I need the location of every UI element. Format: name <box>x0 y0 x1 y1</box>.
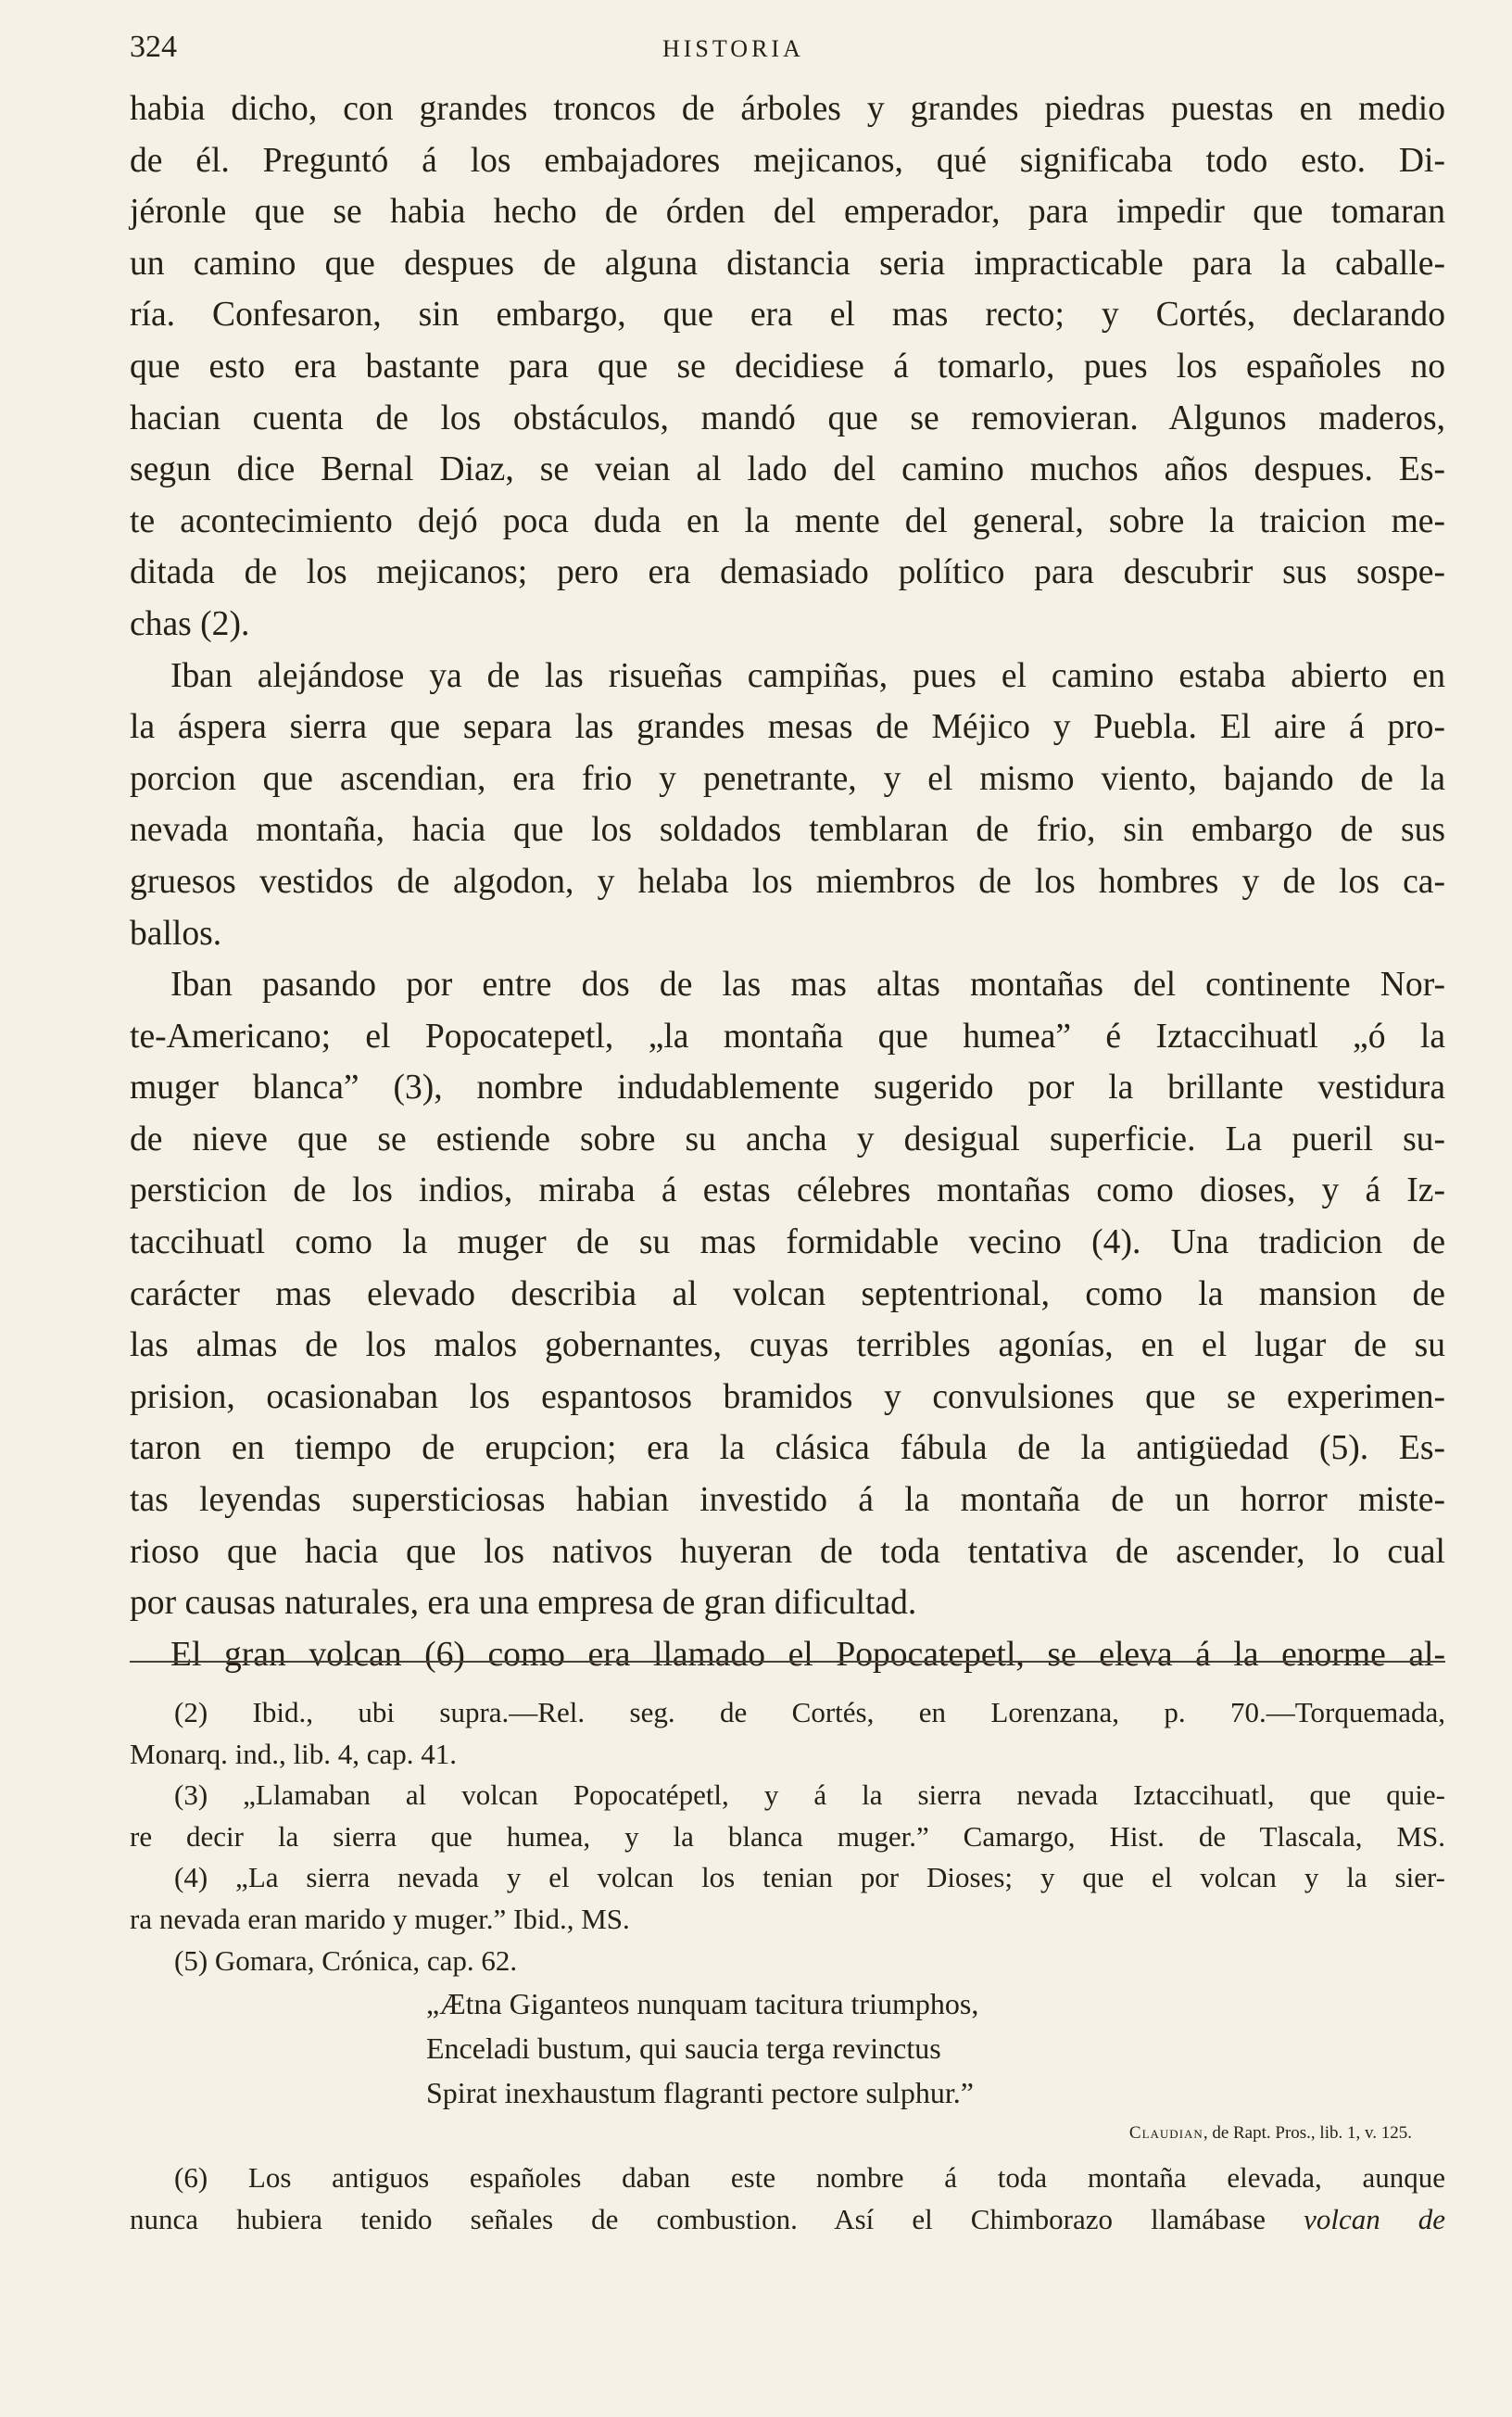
footnote-line: (6) Los antiguos españoles daban este nombre á toda montaña elevada, aunque <box>174 2161 1445 2195</box>
text-line: habia dicho, con grandes troncos de árboles y grandes piedras puestas en medio <box>130 90 1445 128</box>
footnote-line: re decir la sierra que humea, y la blanca muger.” Camargo, Hist. de Tlascala, MS. <box>130 1819 1445 1853</box>
text-line: jéronle que se habia hecho de órden del emperador, para impedir que tomaran <box>130 193 1445 232</box>
text-line: muger blanca” (3), nombre indudablemente sugerido por la brillante vestidura <box>130 1069 1445 1107</box>
verse-line: „Ætna Giganteos nunquam tacitura triumphos, <box>426 1987 979 2021</box>
attribution-author: Claudian <box>1128 2123 1203 2144</box>
text-line: taron en tiempo de erupcion; era la clásica fábula de la antigüedad (5). Es- <box>130 1429 1445 1468</box>
page-header <box>130 30 1445 76</box>
text-line: te-Americano; el Popocatepetl, „la montaña que humea” é Iztaccihuatl „ó la <box>130 1017 1445 1056</box>
footnotes <box>130 1692 1445 2240</box>
footnote-text: nunca hubiera tenido señales de combustion. Así el Chimborazo llamábase <box>130 2202 1266 2235</box>
attribution-source: , de Rapt. Pros., lib. 1, v. 125. <box>1203 2123 1412 2144</box>
text-line: chas (2). <box>130 604 250 643</box>
text-line: rioso que hacia que los nativos huyeran de toda tentativa de ascender, lo cual <box>130 1532 1445 1571</box>
paragraph-start: Iban pasando por entre dos de las mas altas montañas del continente Nor- <box>170 966 1445 1005</box>
text-line: prision, ocasionaban los espantosos bramidos y convulsiones que se experimen- <box>130 1377 1445 1416</box>
footnote-italic: volcan de <box>1304 2202 1446 2235</box>
text-line: ballos. <box>130 914 222 953</box>
text-line: hacian cuenta de los obstáculos, mandó que se removieran. Algunos maderos, <box>130 399 1445 437</box>
text-line: taccihuatl como la muger de su mas formidable vecino (4). Una tradicion de <box>130 1223 1445 1262</box>
text-line: gruesos vestidos de algodon, y helaba los miembros de los hombres y de los ca- <box>130 862 1445 901</box>
text-line: por causas naturales, era una empresa de gran dificultad. <box>130 1584 917 1623</box>
text-line: la áspera sierra que separa las grandes mesas de Méjico y Puebla. El aire á pro- <box>130 708 1445 747</box>
text-line: de él. Preguntó á los embajadores mejicanos, qué significaba todo esto. Di- <box>130 141 1445 180</box>
text-line: carácter mas elevado describia al volcan septentrional, como la mansion de <box>130 1274 1445 1313</box>
text-line: nevada montaña, hacia que los soldados temblaran de frio, sin embargo de sus <box>130 811 1445 850</box>
text-line: ría. Confesaron, sin embargo, que era el mas recto; y Cortés, declarando <box>130 296 1445 335</box>
verse-attribution <box>130 2115 1445 2152</box>
footnote-divider <box>130 1661 1445 1663</box>
text-line: ditada de los mejicanos; pero era demasiado político para descubrir sus sospe- <box>130 553 1445 592</box>
text-line: las almas de los malos gobernantes, cuyas terribles agonías, en el lugar de su <box>130 1326 1445 1365</box>
text-line: tas leyendas supersticiosas habian investido á la montaña de un horror miste- <box>130 1481 1445 1520</box>
footnote-line: (3) „Llamaban al volcan Popocatépetl, y á la sierra nevada Iztaccihuatl, que quie- <box>174 1778 1445 1812</box>
footnote-line: (4) „La sierra nevada y el volcan los tenian por Dioses; y que el volcan y la sier- <box>174 1861 1445 1894</box>
text-line: de nieve que se estiende sobre su ancha y desigual superficie. La pueril su- <box>130 1120 1445 1158</box>
main-text <box>130 83 1445 1680</box>
footnote-line: (5) Gomara, Crónica, cap. 62. <box>174 1943 518 1977</box>
footnote-line: (2) Ibid., ubi supra.—Rel. seg. de Cortés, en Lorenzana, p. 70.—Torquemada, <box>174 1696 1445 1728</box>
text-line: te acontecimiento dejó poca duda en la mente del general, sobre la traicion me- <box>130 501 1445 540</box>
footnote-line: ra nevada eran marido y muger.” Ibid., MS. <box>130 1902 630 1935</box>
running-title: HISTORIA <box>662 35 804 62</box>
paragraph-start: El gran volcan (6) como era llamado el Popocatepetl, se eleva á la enorme al- <box>170 1635 1445 1674</box>
footnote-line: Monarq. ind., lib. 4, cap. 41. <box>130 1737 458 1770</box>
verse-line: Enceladi bustum, qui saucia terga revinctus <box>426 2031 941 2066</box>
text-line: persticion de los indios, miraba á estas célebres montañas como dioses, y á Iz- <box>130 1171 1445 1210</box>
paragraph-start: Iban alejándose ya de las risueñas campiñas, pues el camino estaba abierto en <box>170 656 1445 695</box>
text-line: segun dice Bernal Diaz, se veian al lado del camino muchos años despues. Es- <box>130 450 1445 489</box>
text-line: un camino que despues de alguna distancia seria impracticable para la caballe- <box>130 244 1445 283</box>
verse-line: Spirat inexhaustum flagranti pectore sulphur.” <box>426 2076 974 2110</box>
footnote-line <box>130 2199 1445 2241</box>
text-line: porcion que ascendian, era frio y penetrante, y el mismo viento, bajando de la <box>130 759 1445 798</box>
text-line: que esto era bastante para que se decidiese á tomarlo, pues los españoles no <box>130 347 1445 386</box>
page-number: 324 <box>130 30 177 64</box>
